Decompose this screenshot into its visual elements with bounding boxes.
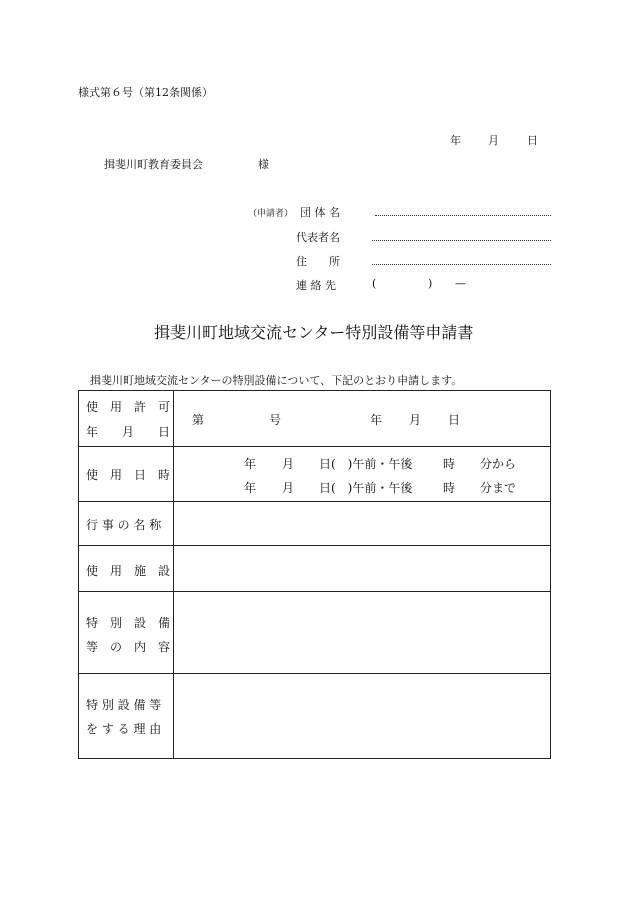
permit-date-value-cell[interactable] (174, 391, 550, 446)
row-equipment-content (79, 591, 550, 673)
addressee: 揖斐川町教育委員会 (104, 158, 203, 171)
addressee-honorific: 様 (258, 158, 269, 171)
equipment-content-label-bottom: 等 の 内 容 (86, 640, 171, 654)
from-month: 月 (282, 457, 295, 471)
representative-label: 代表者名 (296, 231, 340, 244)
row-reason (79, 673, 550, 758)
equipment-content-label-top: 特 別 設 備 (86, 616, 171, 630)
event-name-label-cell (79, 502, 174, 545)
to-day-ampm: 日( )午前・午後 (319, 481, 413, 495)
permit-date-label-cell (79, 391, 174, 446)
from-year: 年 (244, 457, 257, 471)
reason-label-cell (79, 674, 174, 758)
row-use-datetime (79, 446, 550, 501)
to-month: 月 (282, 481, 295, 495)
application-table (78, 390, 551, 759)
facility-value-cell[interactable] (174, 546, 550, 591)
permit-month: 月 (409, 413, 422, 427)
equipment-content-value-cell[interactable] (174, 592, 550, 673)
representative-field[interactable] (372, 240, 551, 241)
org-name-label: 団 体 名 (300, 206, 340, 219)
permit-label-top: 使 用 許 可 (86, 400, 171, 414)
date-year-label: 年 (450, 134, 461, 147)
applicant-prefix: （申請者） (248, 209, 294, 219)
address-field[interactable] (372, 264, 551, 265)
use-datetime-value-cell[interactable] (174, 447, 550, 501)
reason-value-cell[interactable] (174, 674, 550, 758)
row-event-name (79, 501, 550, 545)
from-hour: 時 (443, 457, 456, 471)
row-permit-date (79, 391, 550, 446)
permit-dai: 第 (192, 413, 205, 427)
facility-label-cell (79, 546, 174, 591)
contact-close-paren: ) (428, 277, 433, 290)
use-datetime-label: 使 用 日 時 (86, 468, 171, 482)
equipment-content-label-cell (79, 592, 174, 673)
event-name-value-cell[interactable] (174, 502, 550, 545)
facility-label: 使 用 施 設 (86, 564, 171, 578)
org-name-field[interactable] (375, 215, 551, 216)
contact-dash: — (455, 277, 466, 290)
to-year: 年 (244, 481, 257, 495)
date-day-label: 日 (527, 134, 538, 147)
permit-go: 号 (269, 413, 282, 427)
form-number: 様式第６号（第12条関係） (78, 86, 213, 99)
event-name-label: 行 事 の 名 称 (86, 518, 162, 532)
from-day-ampm: 日( )午前・午後 (319, 457, 413, 471)
reason-label-top: 特 別 設 備 等 (86, 698, 162, 712)
row-facility (79, 545, 550, 591)
contact-label: 連 絡 先 (296, 279, 336, 292)
to-hour: 時 (443, 481, 456, 495)
use-datetime-label-cell (79, 447, 174, 501)
intro-text: 揖斐川町地域交流センターの特別設備について、下記のとおり申請します。 (90, 374, 463, 387)
contact-open-paren: ( (372, 277, 377, 290)
permit-day: 日 (448, 413, 461, 427)
document-title: 揖斐川町地域交流センター特別設備等申請書 (154, 323, 474, 342)
address-label: 住 所 (296, 255, 340, 268)
permit-label-bottom: 年 月 日 (86, 425, 171, 439)
to-minute: 分まで (480, 481, 517, 495)
from-minute: 分から (480, 457, 517, 471)
permit-year: 年 (370, 413, 383, 427)
reason-label-bottom: を す る 理 由 (86, 722, 162, 736)
date-month-label: 月 (488, 134, 499, 147)
